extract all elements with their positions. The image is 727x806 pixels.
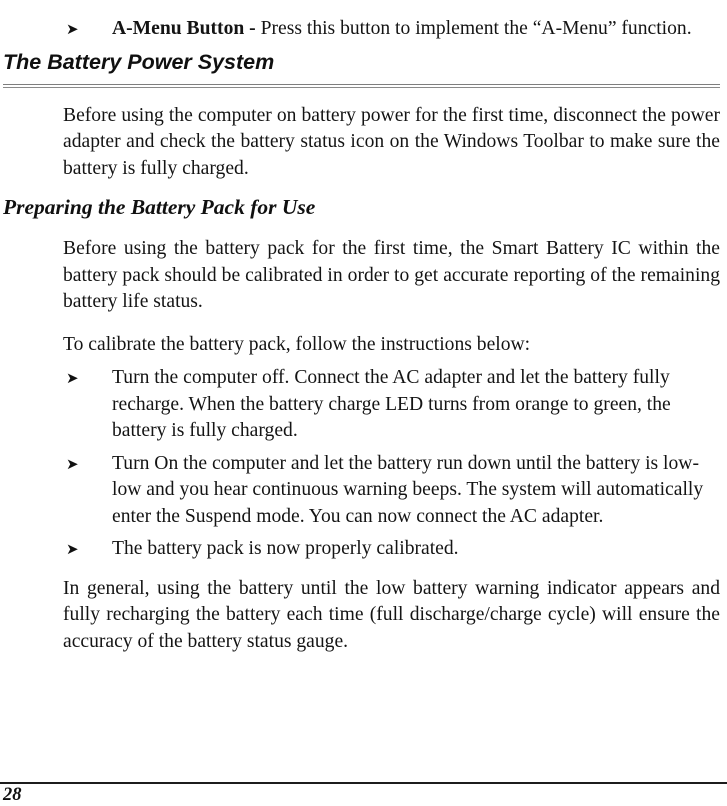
bullet-body-text: Turn On the computer and let the battery run down until the battery is low-low and you hear continuous warning beeps. The system will automatically enter the Suspend mode. You can now connect the AC adapter. — [112, 452, 704, 527]
calibration-steps-list — [66, 365, 712, 563]
subsection-heading-preparing-battery-pack: Preparing the Battery Pack for Use — [3, 195, 316, 219]
bullet-body-text: Press this button to implement the “A-Menu” function. — [260, 18, 692, 39]
bullet-body-text: The battery pack is now properly calibrated. — [112, 538, 459, 559]
paragraph-calibration-need: Before using the battery pack for the first time, the Smart Battery IC within the battery pack should be calibrated in order to get accurate reporting of the remaining battery life status. — [63, 238, 720, 312]
paragraph-calibrate-instructions-intro: To calibrate the battery pack, follow the instructions below: — [63, 333, 531, 355]
bullet-body-text: Turn the computer off. Connect the AC adapter and let the battery fully recharge. When the battery charge LED turns from orange to green, the battery is fully charged. — [112, 367, 671, 441]
list-item — [66, 536, 712, 563]
list-item — [66, 365, 712, 445]
paragraph-battery-intro: Before using the computer on battery power for the first time, disconnect the power adapter and check the battery status icon on the Windows Toolbar to make sure the battery is fully charged. — [63, 104, 720, 179]
bullet-bold-label: A-Menu Button - — [112, 18, 256, 39]
page-number: 28 — [3, 785, 22, 805]
list-item — [66, 451, 712, 531]
arrow-bullet-icon: ➤ — [66, 540, 79, 558]
list-item — [66, 16, 720, 43]
arrow-bullet-icon: ➤ — [66, 369, 79, 387]
section-heading-battery-power-system: The Battery Power System — [3, 49, 275, 74]
heading-double-rule — [3, 84, 720, 88]
bullet-text — [112, 16, 720, 43]
arrow-bullet-icon: ➤ — [66, 454, 79, 473]
a-menu-bullet-list — [66, 16, 720, 43]
arrow-bullet-icon: ➤ — [66, 20, 79, 38]
page-footer — [0, 782, 727, 806]
paragraph-general-advice: In general, using the battery until the low battery warning indicator appears and fully recharging the battery each time (full discharge/charge cycle) will ensure the accuracy of the battery status gauge. — [63, 577, 720, 652]
